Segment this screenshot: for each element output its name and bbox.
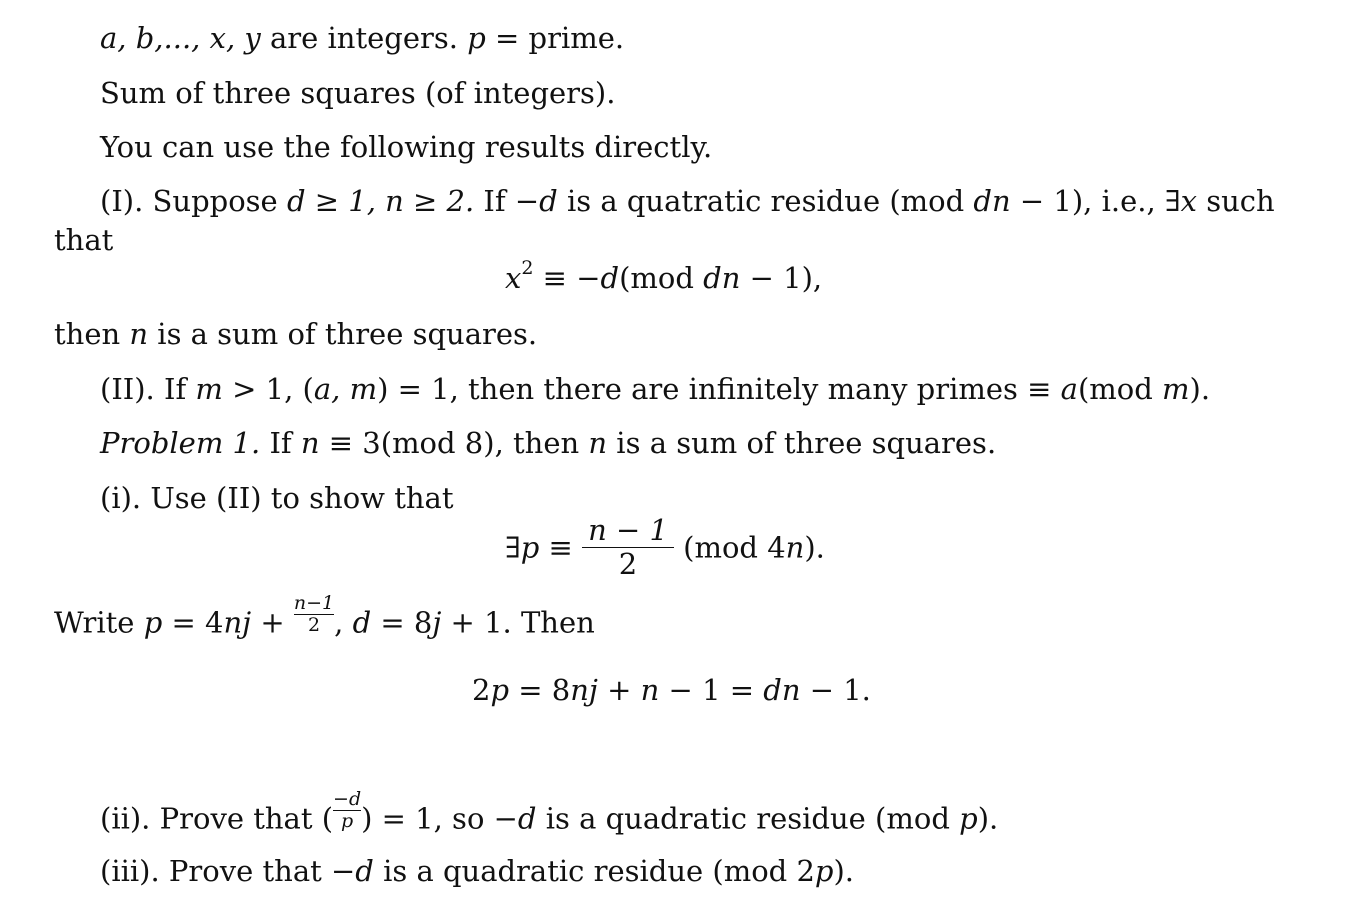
variables: a, b,..., x, y bbox=[100, 21, 261, 55]
display-equation-3: 2p = 8nj + n − 1 = dn − 1. bbox=[472, 673, 871, 707]
problem-1-label: Problem 1. bbox=[100, 426, 261, 460]
part-iii-label: (iii). bbox=[100, 854, 160, 888]
part-iii: (iii). Prove that −d is a quadratic residue (mod 2p). bbox=[100, 854, 855, 888]
instructions-line: You can use the following results directly. bbox=[100, 130, 713, 164]
result-II: (II). If m > 1, (a, m) = 1, then there are infinitely many primes ≡ a(mod m). bbox=[100, 372, 1211, 406]
result-I-wrap: that bbox=[54, 223, 114, 257]
then-line: then n is a sum of three squares. bbox=[54, 317, 538, 351]
result-I-label: (I). bbox=[100, 184, 144, 218]
part-i: (i). Use (II) to show that bbox=[100, 481, 454, 515]
inline-fraction: $\frac{n-1}{2}$ bbox=[293, 592, 335, 636]
intro-line: a, b,..., x, y are integers. p = prime. bbox=[100, 21, 625, 55]
legendre-symbol: $\frac{-d}{p}$ bbox=[333, 788, 362, 832]
display-equation-1: $x^2 \equiv -d(mod$ dn − 1), bbox=[505, 257, 823, 295]
problem-1: Problem 1. If n ≡ 3(mod 8), then n is a sum of three squares. bbox=[100, 426, 997, 460]
result-I: (I). Suppose d ≥ 1, n ≥ 2. If −d is a quatratic residue (mod dn − 1), i.e., ∃x such bbox=[100, 184, 1275, 218]
part-ii-label: (ii). bbox=[100, 801, 151, 836]
part-i-label: (i). bbox=[100, 481, 142, 515]
result-II-label: (II). bbox=[100, 372, 155, 406]
sum-three-squares-heading: Sum of three squares (of integers). bbox=[100, 76, 616, 110]
part-ii: (ii). Prove that ( $\frac{-d}{p}$ ) = 1, so −d is a quadratic residue (mod p). bbox=[100, 788, 999, 836]
write-line: Write p = 4nj + $\frac{n-1}{2}$ , d = 8j + 1. Then bbox=[54, 592, 595, 640]
display-equation-2: ∃p ≡ $\frac{n - 1}{2}$ (mod 4n). bbox=[505, 513, 825, 581]
fraction-n-minus-1-over-2: $\frac{n - 1}{2}$ bbox=[582, 516, 674, 579]
